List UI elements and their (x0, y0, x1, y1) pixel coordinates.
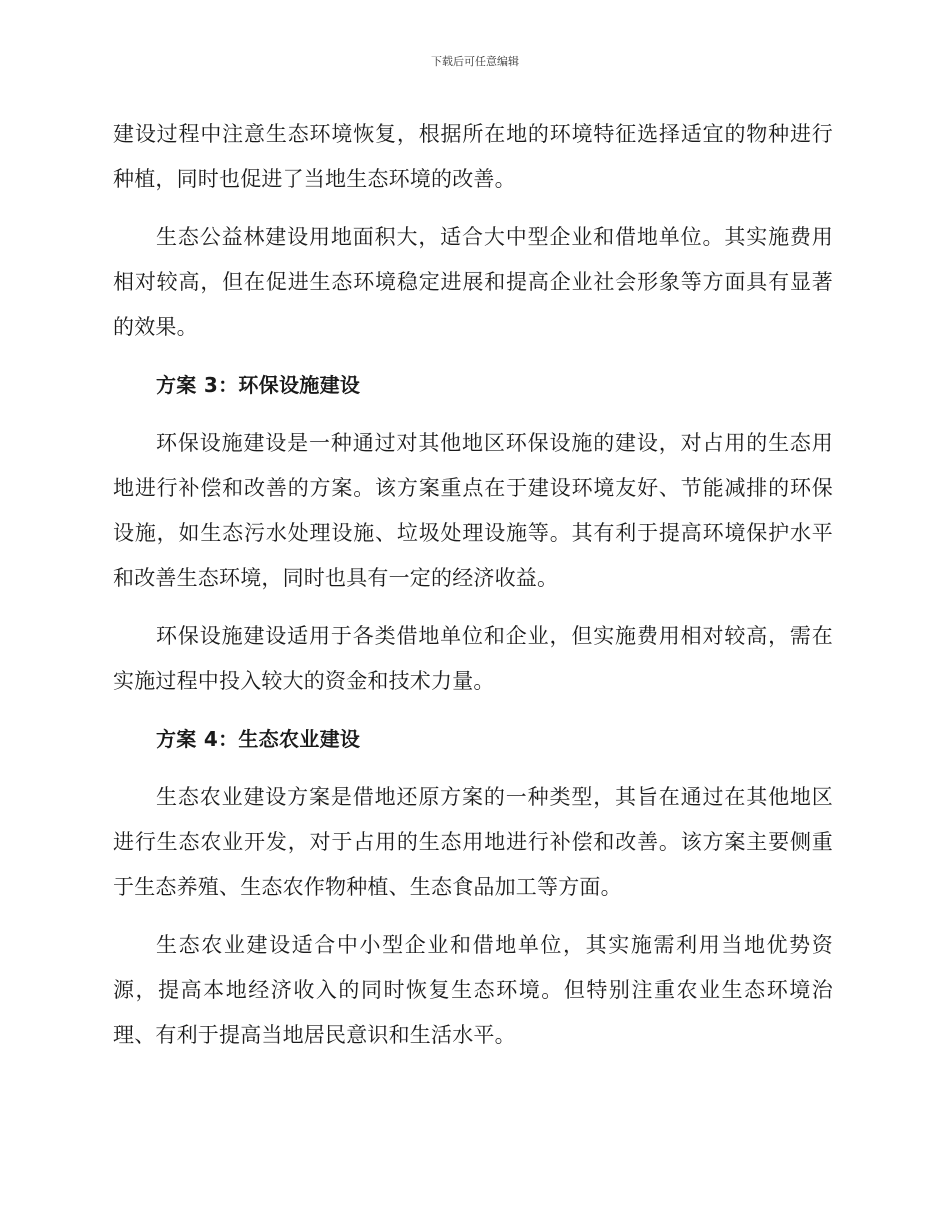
paragraph-continuation: 建设过程中注意生态环境恢复，根据所在地的环境特征选择适宜的物种进行种植，同时也促进了当地生态环境的改善。 (113, 122, 833, 191)
page-header-note: 下载后可任意编辑 (431, 55, 519, 68)
section-heading-plan-4: 方案 4：生态农业建设 (156, 727, 361, 751)
paragraph-ecological-forest: 生态公益林建设用地面积大，适合大中型企业和借地单位。其实施费用相对较高，但在促进生态环境稳定进展和提高企业社会形象等方面具有显著的效果。 (113, 225, 833, 339)
paragraph-eco-agriculture-intro: 生态农业建设方案是借地还原方案的一种类型，其旨在通过在其他地区进行生态农业开发，对于占用的生态用地进行补偿和改善。该方案主要侧重于生态养殖、生态农作物种植、生态食品加工等方面。 (113, 785, 833, 899)
paragraph-env-facilities-intro: 环保设施建设是一种通过对其他地区环保设施的建设，对占用的生态用地进行补偿和改善的方案。该方案重点在于建设环境友好、节能减排的环保设施，如生态污水处理设施、垃圾处理设施等。其有利于提高环境保护水平和改善生态环境，同时也具有一定的经济收益。 (113, 431, 833, 590)
paragraph-eco-agriculture-scope: 生态农业建设适合中小型企业和借地单位，其实施需利用当地优势资源，提高本地经济收入的同时恢复生态环境。但特别注重农业生态环境治理、有利于提高当地居民意识和生活水平。 (113, 933, 833, 1047)
document-body (113, 112, 833, 1071)
paragraph-env-facilities-scope: 环保设施建设适用于各类借地单位和企业，但实施费用相对较高，需在实施过程中投入较大的资金和技术力量。 (113, 624, 833, 693)
section-heading-plan-3: 方案 3：环保设施建设 (156, 373, 361, 397)
